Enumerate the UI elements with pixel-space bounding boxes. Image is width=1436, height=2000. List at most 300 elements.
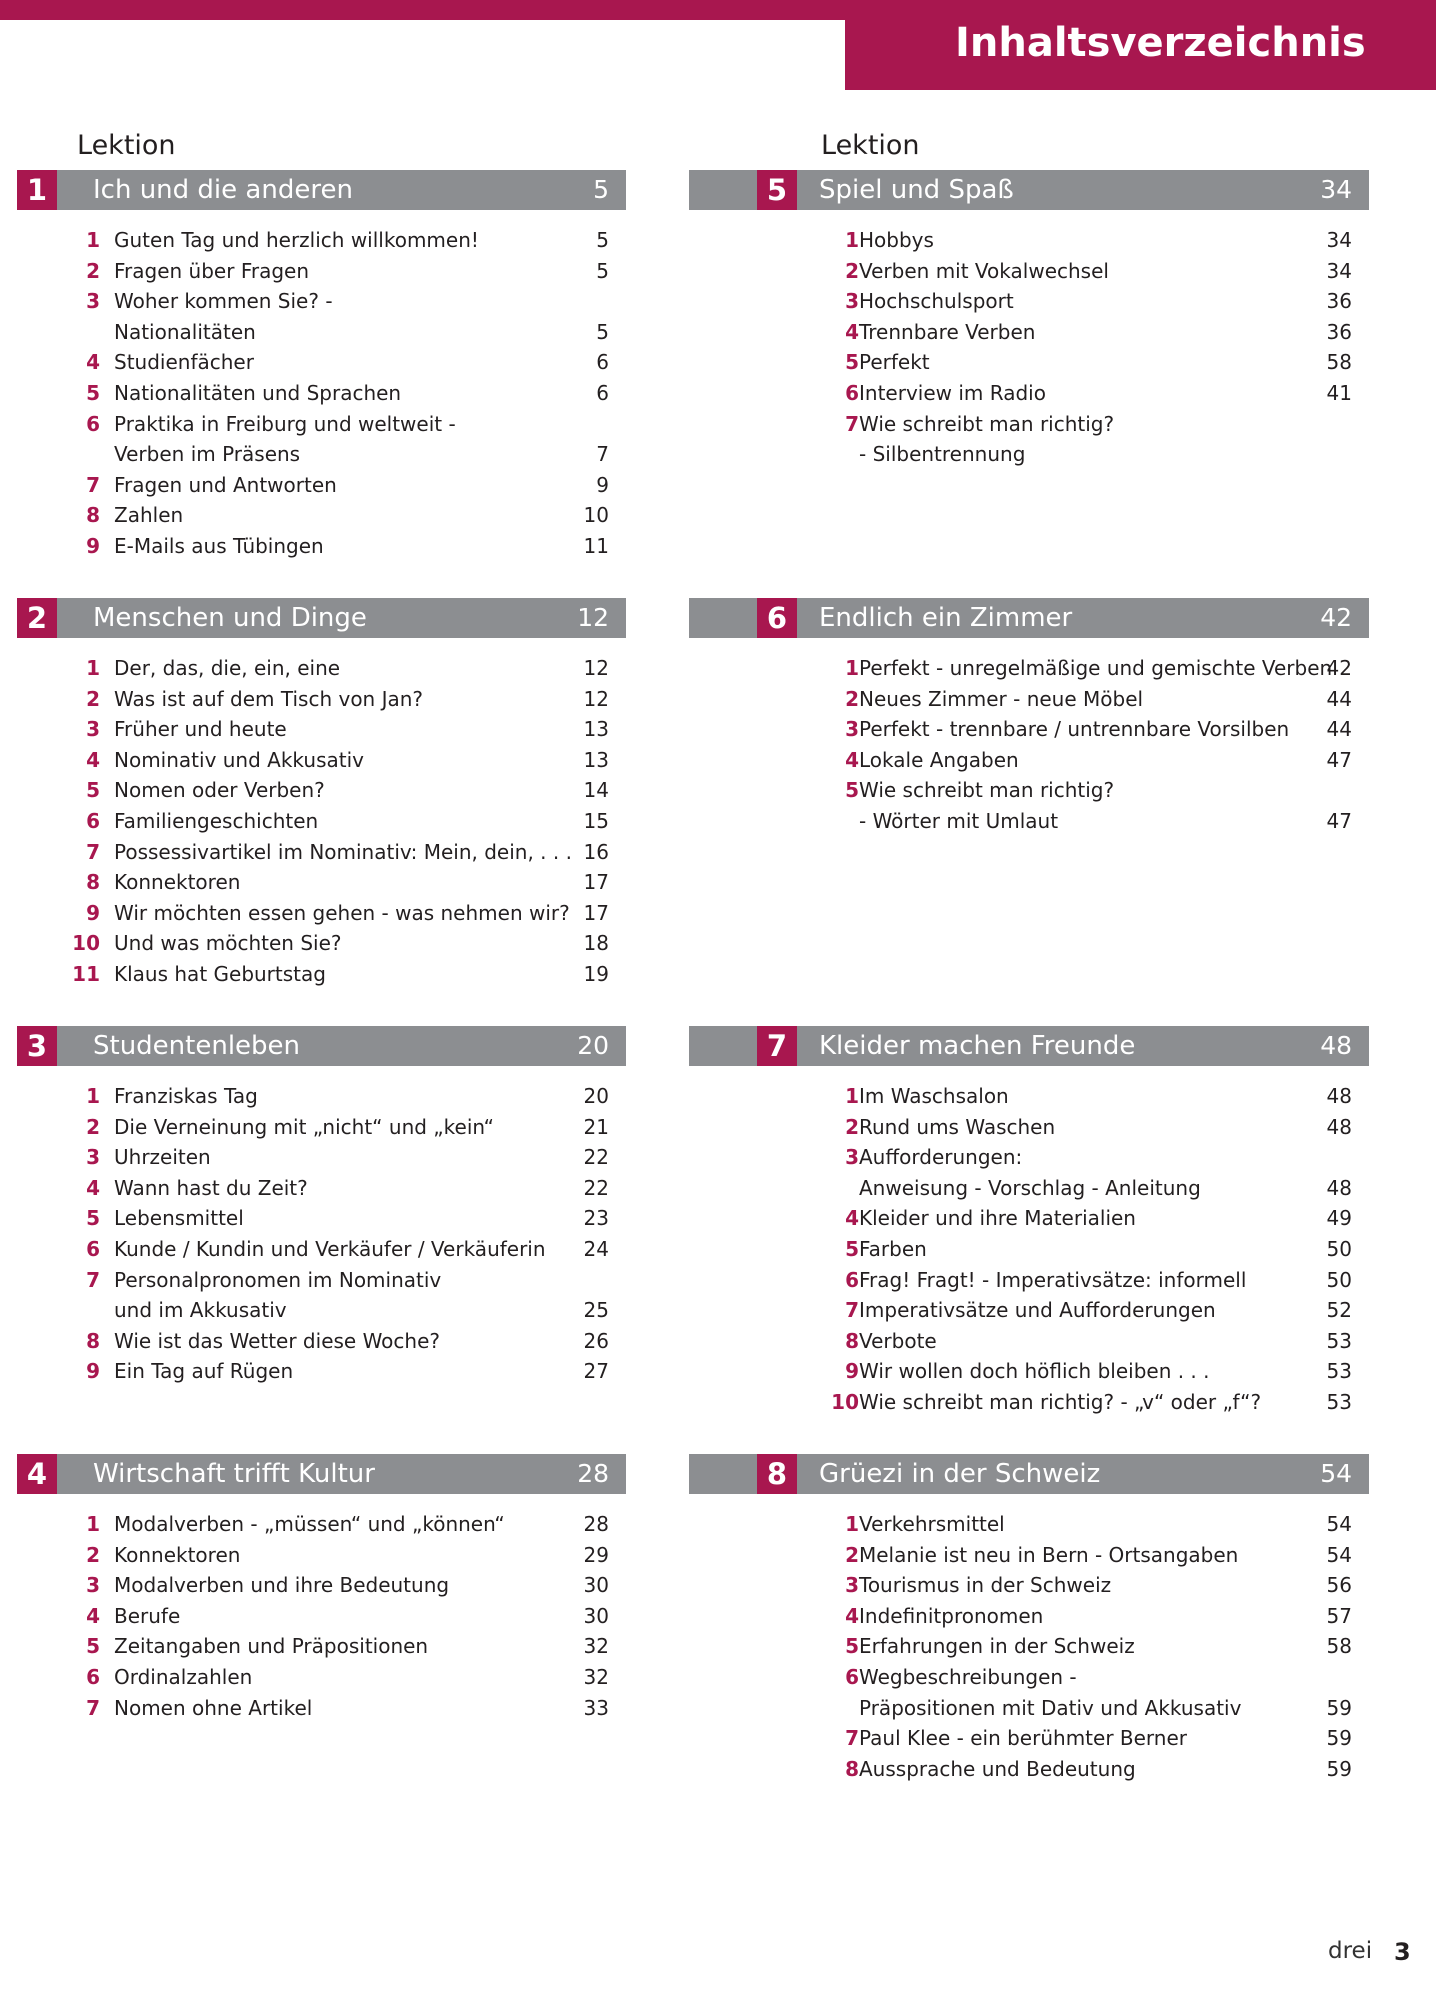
topic-row[interactable]: [0, 1173, 626, 1204]
topic-title: Konnektoren: [114, 1542, 241, 1567]
topic-title: Aufforderungen:: [859, 1145, 1023, 1170]
topic-title: Aussprache und Bedeutung: [859, 1756, 1136, 1781]
topic-page: 24: [583, 1236, 609, 1261]
lesson-header-bar[interactable]: [17, 170, 626, 210]
topic-row[interactable]: [0, 714, 626, 745]
topic-title: Wie ist das Wetter diese Woche?: [114, 1328, 441, 1353]
topic-row[interactable]: [0, 347, 626, 378]
topic-number: 4: [86, 747, 100, 772]
topic-title: Klaus hat Geburtstag: [114, 961, 326, 986]
topic-number: 3: [845, 289, 859, 314]
topic-number: 2: [86, 686, 100, 711]
topic-number: 6: [86, 1236, 100, 1261]
page-title: Inhaltsverzeichnis: [955, 20, 1366, 66]
topic-title: Zahlen: [114, 503, 184, 528]
topic-row[interactable]: [689, 1295, 1369, 1326]
topic-title: Konnektoren: [114, 870, 241, 895]
topic-row[interactable]: [0, 1356, 626, 1387]
lesson-header-bar[interactable]: [17, 1454, 626, 1494]
topic-number: 6: [86, 808, 100, 833]
topic-row[interactable]: [0, 1234, 626, 1265]
topic-number: 5: [845, 1236, 859, 1261]
lesson-2: [0, 598, 690, 990]
topic-row[interactable]: [689, 439, 1369, 470]
topic-row[interactable]: [689, 1754, 1369, 1785]
topic-title: Wir wollen doch höflich bleiben . . .: [859, 1359, 1210, 1384]
topic-row[interactable]: [0, 500, 626, 531]
topic-number: 7: [86, 1695, 100, 1720]
title-banner: [845, 0, 1436, 90]
topic-page: 52: [1326, 1298, 1352, 1323]
topic-title: Familiengeschichten: [114, 808, 319, 833]
topic-row[interactable]: [689, 1693, 1369, 1724]
lesson-5: [689, 170, 1379, 470]
topic-page: 33: [583, 1695, 609, 1720]
topic-page: 22: [583, 1145, 609, 1170]
topic-list: [0, 1081, 626, 1387]
topic-page: 53: [1326, 1328, 1352, 1353]
topic-page: 48: [1326, 1084, 1352, 1108]
topic-page: 19: [583, 961, 609, 986]
topic-row[interactable]: [689, 225, 1369, 256]
lesson-title: Endlich ein Zimmer: [819, 603, 1073, 633]
topic-title: Nominativ und Akkusativ: [114, 747, 364, 772]
topic-title: E-Mails aus Tübingen: [114, 533, 324, 558]
lesson-title: Studentenleben: [93, 1031, 301, 1061]
topic-title: Wir möchten essen gehen - was nehmen wir?: [114, 900, 570, 925]
topic-row[interactable]: [689, 1265, 1369, 1296]
lesson-number: 8: [757, 1454, 797, 1494]
topic-number: 6: [845, 1664, 859, 1689]
lesson-page: 48: [1320, 1031, 1352, 1060]
topic-row[interactable]: [0, 806, 626, 837]
topic-number: 3: [845, 1573, 859, 1598]
topic-list: [689, 653, 1369, 837]
topic-row[interactable]: [689, 378, 1369, 409]
topic-number: 3: [845, 717, 859, 742]
topic-row[interactable]: [0, 1081, 626, 1112]
topic-title: Wie schreibt man richtig?: [859, 411, 1115, 436]
topic-title: Wie schreibt man richtig? - „v“ oder „f“?: [859, 1389, 1262, 1414]
left-column-heading: Lektion: [77, 130, 176, 161]
topic-page: 5: [596, 228, 609, 252]
lesson-number: 2: [17, 598, 57, 638]
lesson-6: [689, 598, 1379, 837]
topic-row[interactable]: [689, 1173, 1369, 1204]
topic-title: Rund ums Waschen: [859, 1114, 1056, 1139]
topic-list: [0, 1509, 626, 1723]
lesson-number: 4: [17, 1454, 57, 1494]
topic-title: Studienfächer: [114, 350, 254, 375]
topic-title: Kunde / Kundin und Verkäufer / Verkäuferin: [114, 1236, 546, 1261]
topic-title: Ordinalzahlen: [114, 1664, 253, 1689]
topic-title: Indefinitpronomen: [859, 1603, 1044, 1628]
topic-row[interactable]: [0, 1203, 626, 1234]
lesson-header-bar[interactable]: [689, 1026, 1369, 1066]
topic-row[interactable]: [689, 317, 1369, 348]
topic-number: 8: [845, 1756, 859, 1781]
topic-page: 5: [596, 319, 609, 344]
topic-number: 5: [845, 778, 859, 803]
topic-row[interactable]: [689, 1601, 1369, 1632]
topic-row[interactable]: [0, 1631, 626, 1662]
topic-list: [0, 225, 626, 562]
topic-title: Kleider und ihre Materialien: [859, 1206, 1136, 1231]
topic-title: Personalpronomen im Nominativ: [114, 1267, 442, 1292]
topic-row[interactable]: [689, 806, 1369, 837]
topic-page: 15: [583, 808, 609, 833]
topic-title: Paul Klee - ein berühmter Berner: [859, 1726, 1187, 1751]
topic-row[interactable]: [0, 225, 626, 256]
topic-title: Praktika in Freiburg und weltweit -: [114, 411, 456, 436]
topic-title: Erfahrungen in der Schweiz: [859, 1634, 1135, 1659]
lesson-header-bar[interactable]: [689, 170, 1369, 210]
lesson-number: 6: [757, 598, 797, 638]
topic-title: - Wörter mit Umlaut: [859, 808, 1059, 833]
topic-page: 18: [583, 931, 609, 956]
topic-row[interactable]: [689, 256, 1369, 287]
topic-number: 5: [86, 1634, 100, 1659]
topic-number: 3: [86, 717, 100, 742]
lesson-page: 20: [577, 1031, 609, 1060]
topic-row[interactable]: [689, 1387, 1369, 1418]
topic-title: Melanie ist neu in Bern - Ortsangaben: [859, 1542, 1239, 1567]
topic-title: Nomen oder Verben?: [114, 778, 325, 803]
topic-number: 1: [86, 1512, 100, 1536]
topic-number: 5: [86, 778, 100, 803]
topic-page: 32: [583, 1634, 609, 1659]
topic-row[interactable]: [0, 317, 626, 348]
topic-row[interactable]: [0, 439, 626, 470]
topic-page: 6: [596, 380, 609, 405]
topic-row[interactable]: [0, 653, 626, 684]
topic-row[interactable]: [0, 1693, 626, 1724]
topic-row[interactable]: [689, 1081, 1369, 1112]
topic-row[interactable]: [0, 531, 626, 562]
topic-row[interactable]: [689, 347, 1369, 378]
lesson-page: 54: [1320, 1459, 1352, 1488]
topic-page: 29: [583, 1542, 609, 1567]
topic-title: Verben im Präsens: [114, 442, 301, 467]
topic-row[interactable]: [0, 867, 626, 898]
topic-title: Die Verneinung mit „nicht“ und „kein“: [114, 1114, 494, 1139]
lesson-1: [0, 170, 690, 562]
topic-row[interactable]: [0, 1142, 626, 1173]
lesson-page: 12: [577, 603, 609, 632]
topic-title: Im Waschsalon: [859, 1084, 1009, 1108]
topic-number: 7: [845, 1298, 859, 1323]
topic-number: 2: [845, 1114, 859, 1139]
topic-list: [0, 653, 626, 990]
topic-page: 50: [1326, 1267, 1352, 1292]
topic-row[interactable]: [0, 1295, 626, 1326]
lesson-header-bar[interactable]: [17, 598, 626, 638]
topic-title: Hochschulsport: [859, 289, 1014, 314]
topic-row[interactable]: [0, 959, 626, 990]
lesson-number: 5: [757, 170, 797, 210]
lesson-page: 28: [577, 1459, 609, 1488]
topic-page: 6: [596, 350, 609, 375]
topic-row[interactable]: [689, 1234, 1369, 1265]
topic-page: 32: [583, 1664, 609, 1689]
topic-number: 1: [86, 1084, 100, 1108]
topic-title: Perfekt: [859, 350, 930, 375]
topic-title: Und was möchten Sie?: [114, 931, 342, 956]
topic-page: 44: [1326, 717, 1352, 742]
topic-title: Wie schreibt man richtig?: [859, 778, 1115, 803]
topic-page: 9: [596, 472, 609, 497]
topic-page: 47: [1326, 808, 1352, 833]
topic-row[interactable]: [689, 775, 1369, 806]
topic-row[interactable]: [689, 684, 1369, 715]
topic-number: 7: [845, 411, 859, 436]
topic-page: 30: [583, 1573, 609, 1598]
topic-page: 20: [583, 1084, 609, 1108]
topic-number: 7: [86, 839, 100, 864]
lesson-title: Spiel und Spaß: [819, 175, 1014, 205]
topic-page: 12: [583, 656, 609, 680]
topic-page: 36: [1326, 289, 1352, 314]
lesson-number: 3: [17, 1026, 57, 1066]
topic-page: 13: [583, 747, 609, 772]
topic-row[interactable]: [0, 928, 626, 959]
topic-title: Modalverben - „müssen“ und „können“: [114, 1512, 505, 1536]
topic-number: 11: [72, 961, 100, 986]
topic-page: 7: [596, 442, 609, 467]
topic-title: Berufe: [114, 1603, 181, 1628]
topic-row[interactable]: [0, 1265, 626, 1296]
topic-page: 16: [583, 839, 609, 864]
topic-row[interactable]: [689, 1112, 1369, 1143]
topic-title: Possessivartikel im Nominativ: Mein, dein, . . .: [114, 839, 572, 864]
topic-title: Wegbeschreibungen -: [859, 1664, 1077, 1689]
topic-number: 4: [86, 350, 100, 375]
topic-number: 8: [86, 1328, 100, 1353]
topic-title: Ein Tag auf Rügen: [114, 1359, 294, 1384]
lesson-7: [689, 1026, 1379, 1418]
topic-title: Verben mit Vokalwechsel: [859, 258, 1109, 283]
topic-title: Hobbys: [859, 228, 934, 252]
topic-number: 6: [86, 1664, 100, 1689]
topic-title: Anweisung - Vorschlag - Anleitung: [859, 1175, 1201, 1200]
topic-title: Uhrzeiten: [114, 1145, 211, 1170]
topic-number: 3: [86, 1145, 100, 1170]
topic-row[interactable]: [689, 1509, 1369, 1540]
topic-row[interactable]: [689, 653, 1369, 684]
lesson-header-bar[interactable]: [689, 598, 1369, 638]
topic-row[interactable]: [689, 745, 1369, 776]
topic-number: 3: [86, 1573, 100, 1598]
topic-page: 10: [583, 503, 609, 528]
lesson-3: [0, 1026, 690, 1387]
topic-row[interactable]: [689, 1662, 1369, 1693]
topic-number: 5: [86, 1206, 100, 1231]
page-number-word: drei: [1328, 1938, 1373, 1964]
topic-title: Zeitangaben und Präpositionen: [114, 1634, 429, 1659]
topic-page: 59: [1326, 1695, 1352, 1720]
topic-page: 21: [583, 1114, 609, 1139]
topic-page: 42: [1326, 656, 1352, 680]
topic-page: 22: [583, 1175, 609, 1200]
topic-row[interactable]: [689, 1540, 1369, 1571]
topic-row[interactable]: [0, 1540, 626, 1571]
topic-page: 53: [1326, 1389, 1352, 1414]
topic-title: Woher kommen Sie? -: [114, 289, 333, 314]
topic-row[interactable]: [689, 286, 1369, 317]
lesson-8: [689, 1454, 1379, 1784]
topic-row[interactable]: [0, 684, 626, 715]
topic-row[interactable]: [689, 1356, 1369, 1387]
topic-title: - Silbentrennung: [859, 442, 1026, 467]
topic-page: 56: [1326, 1573, 1352, 1598]
topic-title: Perfekt - unregelmäßige und gemischte Verben: [859, 656, 1333, 680]
topic-page: 47: [1326, 747, 1352, 772]
topic-title: Interview im Radio: [859, 380, 1046, 405]
topic-page: 50: [1326, 1236, 1352, 1261]
topic-row[interactable]: [0, 286, 626, 317]
topic-row[interactable]: [689, 714, 1369, 745]
topic-page: 59: [1326, 1726, 1352, 1751]
topic-page: 5: [596, 258, 609, 283]
topic-number: 4: [86, 1603, 100, 1628]
topic-page: 57: [1326, 1603, 1352, 1628]
topic-page: 13: [583, 717, 609, 742]
lesson-number: 1: [17, 170, 57, 210]
topic-number: 8: [86, 870, 100, 895]
topic-page: 49: [1326, 1206, 1352, 1231]
topic-title: Verkehrsmittel: [859, 1512, 1005, 1536]
topic-number: 2: [845, 258, 859, 283]
topic-title: Guten Tag und herzlich willkommen!: [114, 228, 479, 252]
topic-number: 1: [845, 1512, 859, 1536]
topic-number: 9: [86, 1359, 100, 1384]
topic-row[interactable]: [0, 1570, 626, 1601]
lesson-title: Kleider machen Freunde: [819, 1031, 1136, 1061]
topic-number: 9: [86, 900, 100, 925]
topic-page: 58: [1326, 350, 1352, 375]
topic-number: 7: [86, 1267, 100, 1292]
topic-page: 54: [1326, 1542, 1352, 1567]
topic-title: Franziskas Tag: [114, 1084, 258, 1108]
topic-page: 48: [1326, 1175, 1352, 1200]
topic-page: 30: [583, 1603, 609, 1628]
topic-number: 8: [86, 503, 100, 528]
lesson-4: [0, 1454, 690, 1723]
topic-row[interactable]: [689, 1142, 1369, 1173]
topic-number: 1: [845, 1084, 859, 1108]
topic-title: Neues Zimmer - neue Möbel: [859, 686, 1144, 711]
topic-title: Nationalitäten: [114, 319, 256, 344]
topic-row[interactable]: [0, 837, 626, 868]
topic-page: 23: [583, 1206, 609, 1231]
topic-number: 3: [845, 1145, 859, 1170]
lesson-title: Grüezi in der Schweiz: [819, 1459, 1101, 1489]
topic-number: 5: [86, 380, 100, 405]
topic-number: 2: [845, 686, 859, 711]
topic-number: 10: [831, 1389, 859, 1414]
topic-number: 2: [86, 258, 100, 283]
topic-page: 25: [583, 1298, 609, 1323]
topic-number: 4: [845, 747, 859, 772]
topic-number: 5: [845, 350, 859, 375]
topic-row[interactable]: [0, 898, 626, 929]
topic-row[interactable]: [0, 1662, 626, 1693]
topic-row[interactable]: [0, 1509, 626, 1540]
topic-title: Lebensmittel: [114, 1206, 244, 1231]
topic-number: 6: [86, 411, 100, 436]
topic-list: [689, 1509, 1369, 1784]
topic-page: 44: [1326, 686, 1352, 711]
topic-number: 9: [86, 533, 100, 558]
lesson-page: 42: [1320, 603, 1352, 632]
lesson-header-bar[interactable]: [689, 1454, 1369, 1494]
topic-number: 4: [845, 1603, 859, 1628]
topic-row[interactable]: [0, 775, 626, 806]
topic-number: 4: [845, 319, 859, 344]
topic-title: und im Akkusativ: [114, 1298, 287, 1323]
topic-title: Trennbare Verben: [859, 319, 1036, 344]
lesson-number: 7: [757, 1026, 797, 1066]
topic-row[interactable]: [689, 1203, 1369, 1234]
lesson-title: Wirtschaft trifft Kultur: [93, 1459, 375, 1489]
topic-page: 12: [583, 686, 609, 711]
topic-row[interactable]: [0, 1112, 626, 1143]
topic-page: 36: [1326, 319, 1352, 344]
topic-number: 9: [845, 1359, 859, 1384]
lesson-header-bar[interactable]: [17, 1026, 626, 1066]
topic-row[interactable]: [0, 1326, 626, 1357]
topic-title: Der, das, die, ein, eine: [114, 656, 341, 680]
topic-row[interactable]: [689, 409, 1369, 440]
topic-page: 34: [1326, 258, 1352, 283]
topic-page: 14: [583, 778, 609, 803]
topic-page: 17: [583, 870, 609, 895]
topic-title: Lokale Angaben: [859, 747, 1019, 772]
topic-number: 10: [72, 931, 100, 956]
topic-row[interactable]: [0, 470, 626, 501]
topic-title: Präpositionen mit Dativ und Akkusativ: [859, 1695, 1242, 1720]
topic-row[interactable]: [0, 1601, 626, 1632]
topic-list: [689, 1081, 1369, 1418]
topic-row[interactable]: [0, 409, 626, 440]
topic-title: Fragen und Antworten: [114, 472, 337, 497]
topic-number: 6: [845, 1267, 859, 1292]
topic-row[interactable]: [0, 378, 626, 409]
topic-row[interactable]: [689, 1326, 1369, 1357]
topic-number: 7: [86, 472, 100, 497]
topic-number: 1: [86, 656, 100, 680]
topic-row[interactable]: [0, 745, 626, 776]
topic-number: 2: [86, 1542, 100, 1567]
right-column-heading: Lektion: [821, 130, 920, 161]
topic-number: 3: [86, 289, 100, 314]
topic-row[interactable]: [689, 1631, 1369, 1662]
topic-number: 8: [845, 1328, 859, 1353]
lesson-page: 34: [1320, 175, 1352, 204]
topic-row[interactable]: [689, 1570, 1369, 1601]
topic-title: Früher und heute: [114, 717, 287, 742]
topic-row[interactable]: [689, 1723, 1369, 1754]
topic-page: 28: [583, 1512, 609, 1536]
topic-page: 26: [583, 1328, 609, 1353]
lesson-title: Menschen und Dinge: [93, 603, 367, 633]
topic-number: 1: [845, 228, 859, 252]
topic-page: 54: [1326, 1512, 1352, 1536]
topic-row[interactable]: [0, 256, 626, 287]
topic-title: Modalverben und ihre Bedeutung: [114, 1573, 450, 1598]
lesson-page: 5: [593, 175, 609, 204]
topic-number: 2: [86, 1114, 100, 1139]
